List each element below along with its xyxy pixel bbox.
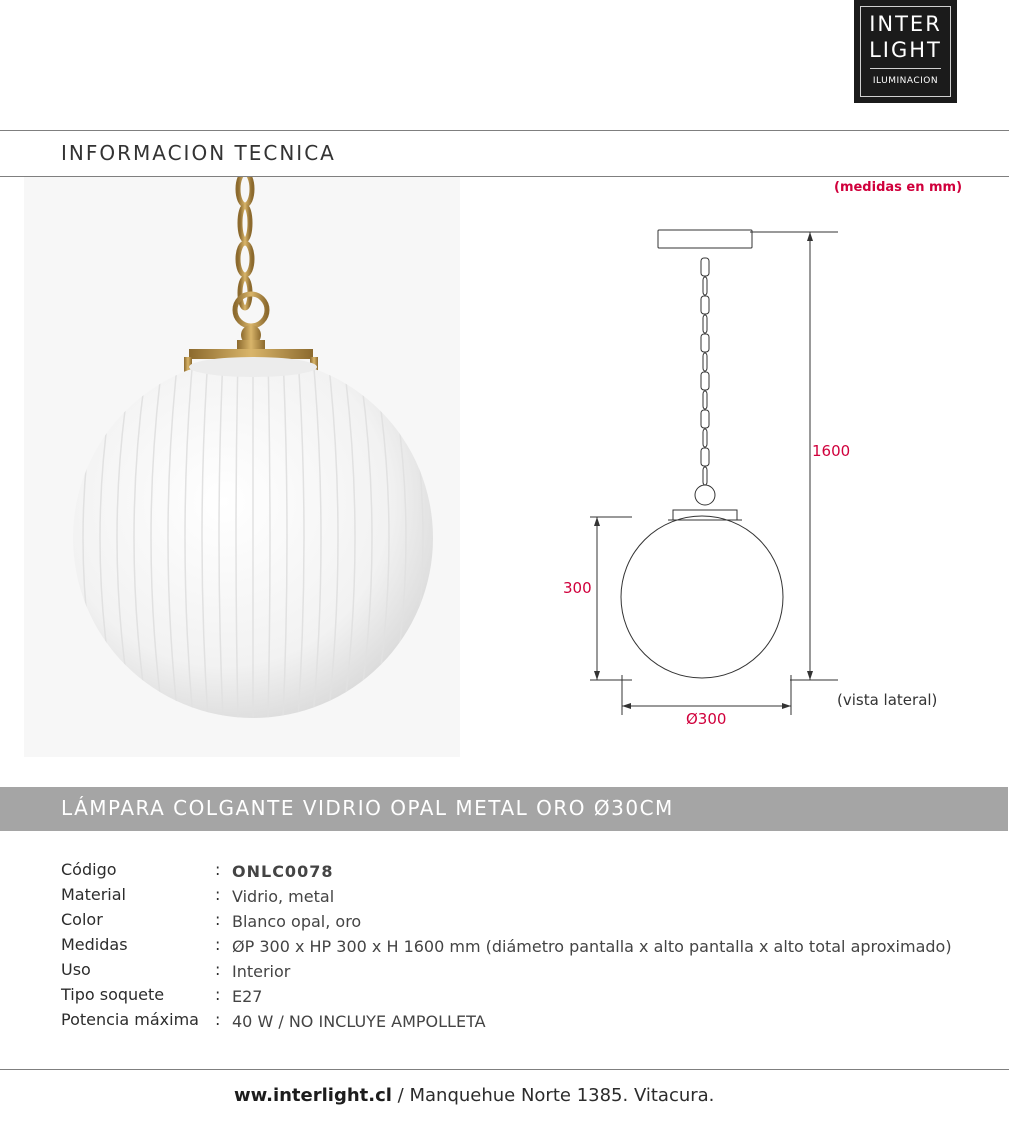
logo-line-1: INTER — [869, 12, 942, 36]
spec-value: Vidrio, metal — [232, 887, 335, 906]
spec-value: ØP 300 x HP 300 x H 1600 mm (diámetro pantalla x alto pantalla x alto total aproximado) — [232, 937, 952, 956]
logo-divider — [870, 68, 941, 69]
product-title: LÁMPARA COLGANTE VIDRIO OPAL METAL ORO Ø30CM — [61, 796, 674, 820]
spec-value: ONLC0078 — [232, 862, 334, 881]
total-height-label: 1600 — [812, 442, 851, 460]
spec-colon: : — [215, 910, 221, 929]
spec-label: Potencia máxima — [61, 1010, 199, 1029]
logo-line-3: ILUMINACION — [872, 76, 939, 86]
spec-colon: : — [215, 935, 221, 954]
top-divider — [0, 130, 1009, 131]
spec-colon: : — [215, 960, 221, 979]
spec-label: Color — [61, 910, 103, 929]
technical-drawing — [540, 220, 1020, 750]
spec-value: Blanco opal, oro — [232, 912, 362, 931]
website-link[interactable]: ww.interlight.cl — [234, 1085, 392, 1106]
chain-links — [701, 258, 709, 485]
units-note: (medidas en mm) — [834, 180, 963, 195]
footer-divider — [0, 1069, 1009, 1070]
ceiling-canopy — [658, 230, 752, 248]
spec-colon: : — [215, 1010, 221, 1029]
spec-label: Tipo soquete — [61, 985, 165, 1004]
spec-label: Uso — [61, 960, 91, 979]
spec-label: Código — [61, 860, 117, 879]
logo-line-2: LIGHT — [869, 38, 942, 62]
shade-holder — [668, 510, 742, 520]
product-photo — [24, 177, 460, 757]
footer — [234, 1085, 714, 1106]
spec-value: E27 — [232, 987, 263, 1006]
shade-height-label: 300 — [563, 579, 592, 597]
spec-label: Material — [61, 885, 126, 904]
spec-colon: : — [215, 860, 221, 879]
view-label: (vista lateral) — [837, 691, 938, 709]
spec-colon: : — [215, 985, 221, 1004]
spec-value: Interior — [232, 962, 291, 981]
spec-value: 40 W / NO INCLUYE AMPOLLETA — [232, 1012, 486, 1031]
diameter-label: Ø300 — [686, 710, 727, 728]
section-title: INFORMACION TECNICA — [61, 141, 336, 165]
brand-logo — [854, 0, 957, 103]
footer-separator: / — [391, 1085, 410, 1106]
footer-address: Manquehue Norte 1385. Vitacura. — [409, 1085, 715, 1106]
spec-label: Medidas — [61, 935, 128, 954]
spec-colon: : — [215, 885, 221, 904]
globe-outline — [621, 516, 783, 678]
product-title-band — [0, 787, 1008, 831]
